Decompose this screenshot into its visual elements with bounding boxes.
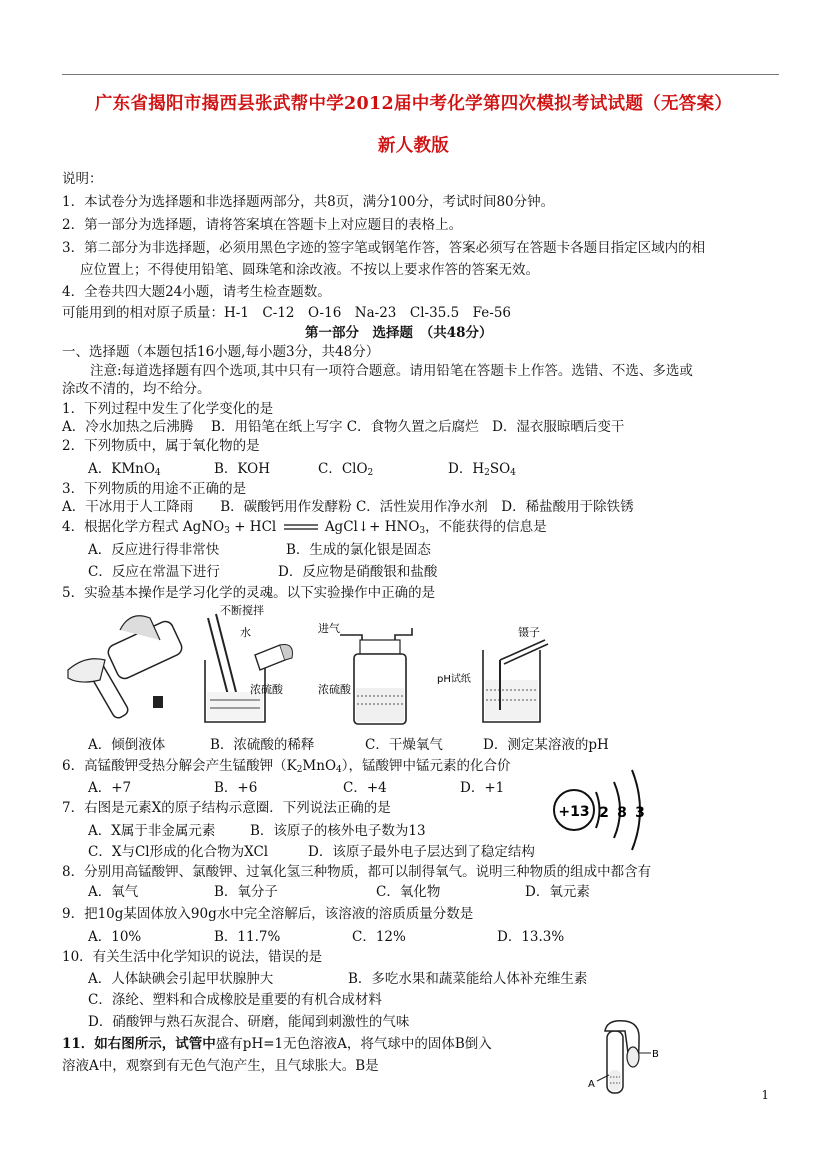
dry-oxygen-figure xyxy=(318,621,412,724)
q6-option-a: A．+7 xyxy=(88,780,132,796)
atomic-masses: 可能用到的相对原子质量：H-1 C-12 O-16 Na-23 Cl-35.5 Fe-56 xyxy=(62,305,512,321)
fig-label-b: B xyxy=(652,1049,659,1060)
page-title: 广东省揭阳市揭西县张武帮中学2012届中考化学第四次模拟考试试题（无答案） xyxy=(94,94,733,114)
shell3-electrons: 3 xyxy=(635,805,645,821)
q9-option-b: B．11.7% xyxy=(214,929,281,945)
q7-option-b: B．该原子的核外电子数为13 xyxy=(250,823,426,839)
q5-option-a: A．倾倒液体 xyxy=(88,737,166,753)
q7-option-d: D．该原子最外电子层达到了稳定结构 xyxy=(308,844,535,860)
fig-label-ph-paper: pH试纸 xyxy=(437,674,471,685)
instruction-item: 2．第一部分为选择题，请将答案填在答题卡上对应题目的表格上。 xyxy=(62,217,463,233)
fig-label-water: 水 xyxy=(240,626,251,639)
q5-option-c: C．干燥氧气 xyxy=(365,737,443,753)
pour-liquid-figure xyxy=(68,616,184,720)
q5-option-b: B．浓硫酸的稀释 xyxy=(210,737,315,753)
q7-option-c: C．X与Cl形成的化合物为XCl xyxy=(88,844,269,860)
shell2-electrons: 8 xyxy=(617,805,627,821)
fig-label-stir: 不断搅拌 xyxy=(220,604,264,617)
q5-stem: 5．实验基本操作是学习化学的灵魂。以下实验操作中正确的是 xyxy=(62,585,436,601)
header-rule xyxy=(62,74,779,75)
q8-option-d: D．氧元素 xyxy=(525,884,590,900)
q2-stem: 2．下列物质中，属于氧化物的是 xyxy=(62,438,260,454)
fig-label-gas-in: 进气 xyxy=(318,622,340,635)
section-heading: 一、选择题（本题包括16小题,每小题3分，共48分） xyxy=(62,344,380,360)
instructions-heading: 说明： xyxy=(62,171,103,187)
instruction-item: 1．本试卷分为选择题和非选择题两部分，共8页，满分100分，考试时间80分钟。 xyxy=(62,194,555,210)
q4-option-d: D．反应物是硝酸银和盐酸 xyxy=(278,564,438,580)
fig-label-acid2: 浓硫酸 xyxy=(318,683,351,696)
q3-options: A．干冰用于人工降雨 B．碳酸钙用作发酵粉 C．活性炭用作净水剂 D．稀盐酸用于除铁锈 xyxy=(62,499,634,515)
q9-option-a: A．10% xyxy=(88,929,142,945)
q7-stem: 7．右图是元素X的原子结构示意圈．下列说法正确的是 xyxy=(62,800,391,816)
q9-option-c: C．12% xyxy=(352,929,406,945)
q8-option-b: B．氧分子 xyxy=(214,884,278,900)
instruction-item: 应位置上；不得使用铅笔、圆珠笔和涂改液。不按以上要求作答的答案无效。 xyxy=(80,262,539,278)
q6-option-d: D．+1 xyxy=(460,780,505,796)
q4-option-b: B．生成的氯化银是固态 xyxy=(286,542,431,558)
note-text: 涂改不清的，均不给分。 xyxy=(62,381,211,397)
q3-stem: 3．下列物质的用途不正确的是 xyxy=(62,481,247,497)
nucleus-charge: +13 xyxy=(558,804,590,820)
page-subtitle: 新人教版 xyxy=(377,136,450,156)
q7-option-a: A．X属于非金属元素 xyxy=(88,823,216,839)
dilute-acid-figure xyxy=(205,603,293,722)
q9-stem: 9．把10g某固体放入90g水中完全溶解后，该溶液的溶质质量分数是 xyxy=(62,906,474,922)
note-text: 注意:每道选择题有四个选项,其中只有一项符合题意。请用铅笔在答题卡上作答。选错、不选、多选或 xyxy=(90,363,693,379)
q10-stem: 10．有关生活中化学知识的说法，错误的是 xyxy=(62,949,323,965)
q4-option-c: C．反应在常温下进行 xyxy=(88,564,220,580)
q10-option-d: D．硝酸钾与熟石灰混合、研磨，能闻到刺激性的气味 xyxy=(88,1014,410,1030)
part1-heading: 第一部分 选择题 （共48分） xyxy=(305,325,493,341)
q10-option-a: A．人体缺碘会引起甲状腺肿大 xyxy=(88,971,274,987)
q11-line2: 溶液A中，观察到有无色气泡产生，且气球胀大。B是 xyxy=(62,1058,379,1074)
page-number: 1 xyxy=(761,1088,769,1102)
instruction-item: 4．全卷共四大题24小题，请考生检查题数。 xyxy=(62,284,331,300)
q8-stem: 8．分别用高锰酸钾、氯酸钾、过氧化氢三种物质，都可以制得氧气。说明三种物质的组成中都含有 xyxy=(62,864,652,880)
shell1-electrons: 2 xyxy=(599,805,609,821)
q9-option-d: D．13.3% xyxy=(497,929,565,945)
q8-option-a: A．氧气 xyxy=(88,884,139,900)
q4-option-a: A．反应进行得非常快 xyxy=(88,542,220,558)
q1-stem: 1．下列过程中发生了化学变化的是 xyxy=(62,401,274,417)
q10-option-b: B．多吃水果和蔬菜能给人体补充维生素 xyxy=(348,971,588,987)
measure-ph-figure xyxy=(437,625,548,722)
q10-option-c: C．涤纶、塑料和合成橡胶是重要的有机合成材料 xyxy=(88,992,382,1008)
q8-option-c: C．氧化物 xyxy=(376,884,441,900)
q2-option-b: B．KOH xyxy=(214,461,270,477)
q2-option-a: A．KMnO$_4$ xyxy=(88,461,161,478)
equals-arrow-icon xyxy=(281,522,321,534)
fig-label-tweezers: 镊子 xyxy=(518,626,540,639)
q6-option-b: B．+6 xyxy=(214,780,258,796)
q5-option-d: D．测定某溶液的pH xyxy=(483,737,609,753)
atom-structure-diagram xyxy=(548,760,658,870)
q2-option-d: D．$H_2SO_4$ xyxy=(448,461,516,478)
q2-option-c: C．ClO$_2$ xyxy=(318,461,374,478)
instruction-item: 3．第二部分为非选择题，必须用黑色字迹的签字笔或钢笔作答，答案必须写在答题卡各题目指定区域内的相 xyxy=(62,240,706,256)
fig-label-a: A xyxy=(588,1079,595,1090)
q5-figures xyxy=(60,600,620,730)
q1-options: A．冷水加热之后沸腾 B．用铅笔在纸上写字 C．食物久置之后腐烂 D．湿衣服晾晒后变干 xyxy=(62,419,625,435)
q11-test-tube-figure xyxy=(585,1015,695,1095)
fig-label-acid1: 浓硫酸 xyxy=(250,683,283,696)
q6-option-c: C．+4 xyxy=(343,780,387,796)
